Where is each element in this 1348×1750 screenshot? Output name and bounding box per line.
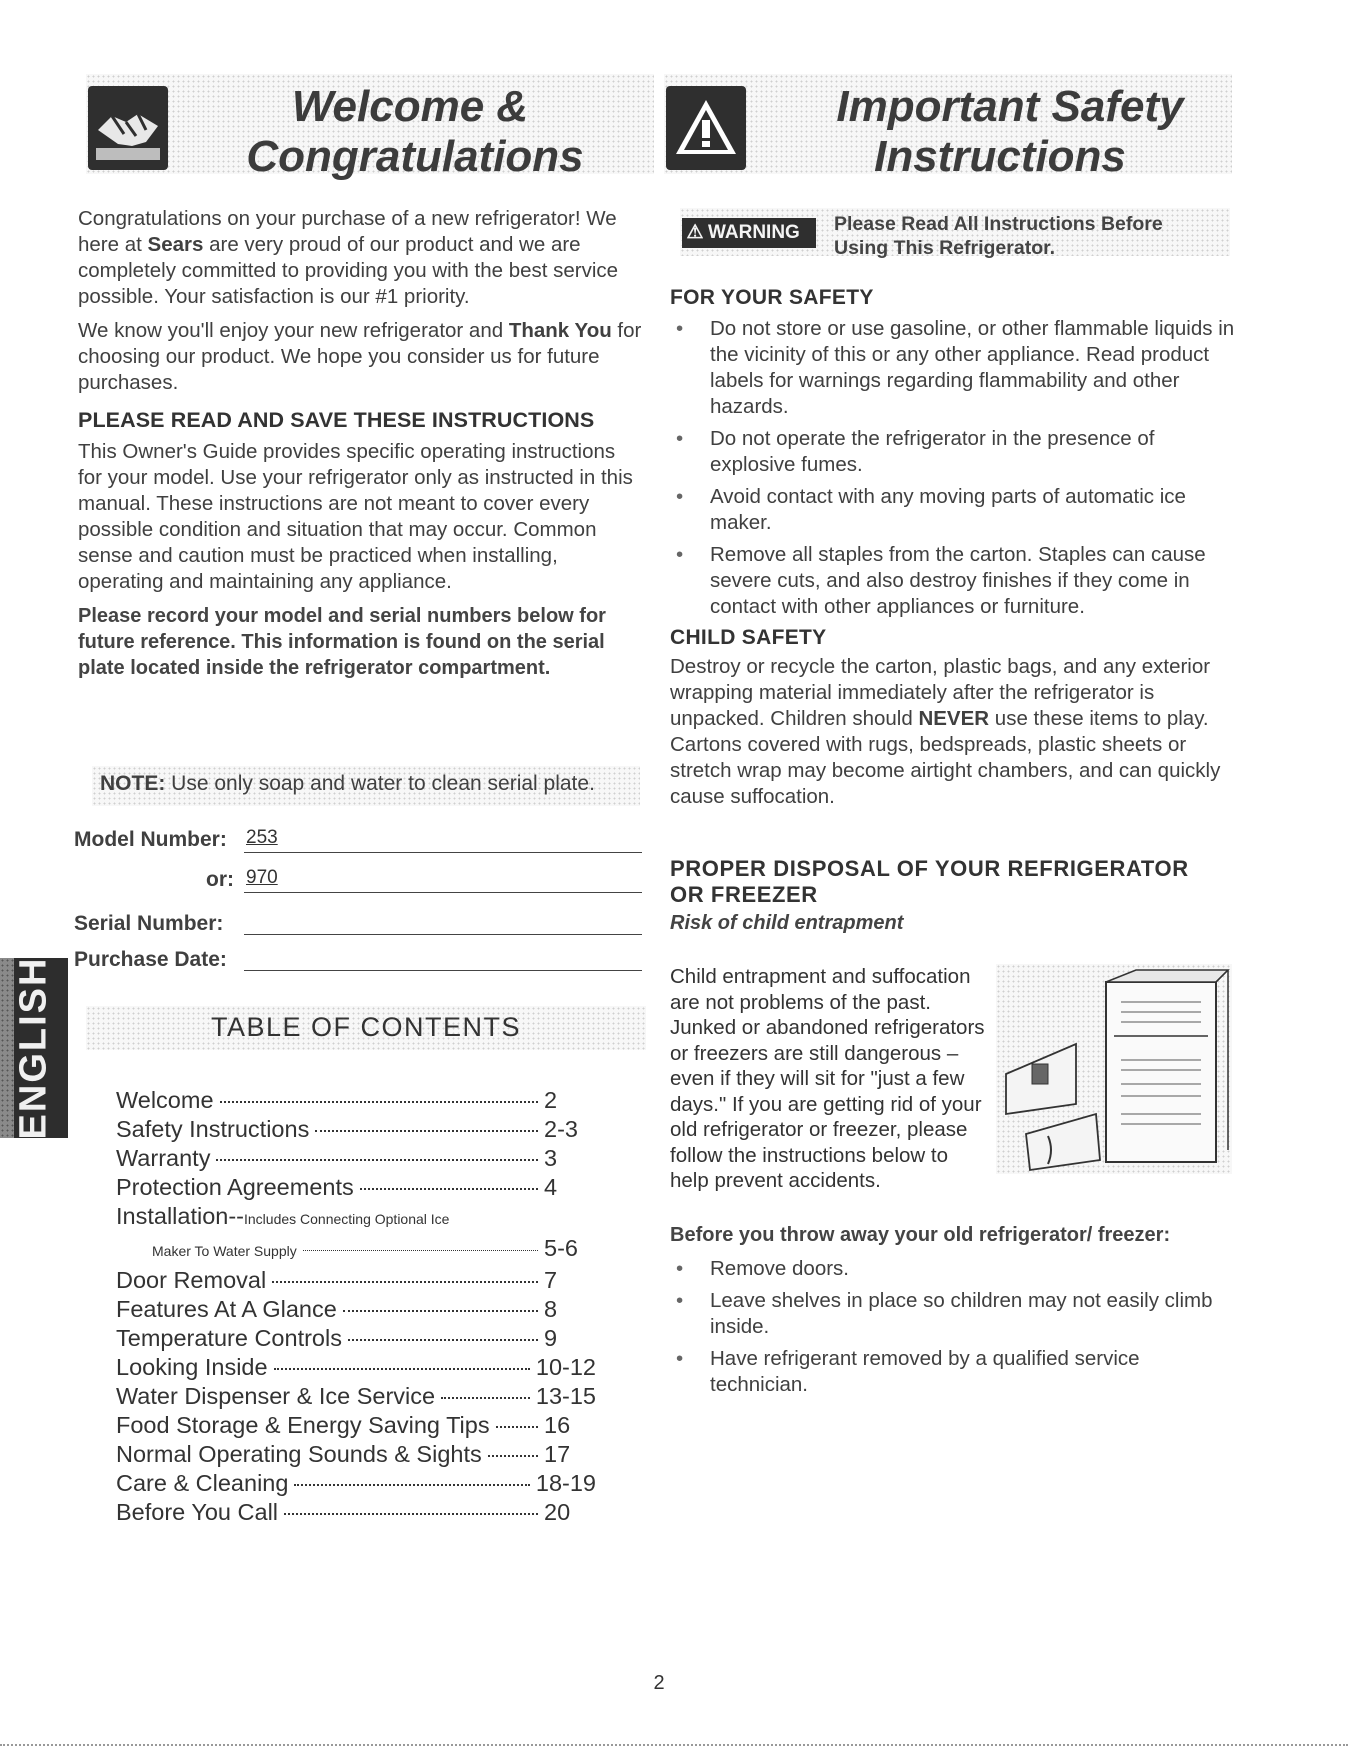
toc-page: 20 xyxy=(544,1499,571,1525)
toc-label: Safety Instructions xyxy=(116,1116,310,1142)
toc-leader xyxy=(274,1368,530,1370)
english-side-tab xyxy=(0,958,68,1138)
disposal-section xyxy=(670,856,1240,935)
toc-page: 9 xyxy=(544,1325,558,1351)
disposal-heading-line1: PROPER DISPOSAL OF YOUR REFRIGERATOR xyxy=(670,856,1189,881)
toc-label: Warranty xyxy=(116,1145,211,1171)
toc-item-food-storage[interactable] xyxy=(116,1411,596,1440)
child-safety-paragraph xyxy=(670,654,1240,810)
toc-page: 17 xyxy=(544,1441,571,1467)
handshake-icon xyxy=(88,86,168,170)
or-model-line xyxy=(244,892,642,893)
welcome-title-second xyxy=(220,132,610,182)
toc-page: 4 xyxy=(544,1174,558,1200)
safety-item: • Remove all staples from the carton. Staples can cause severe cuts, and also destroy finishes if they come in contact with other appliances or furniture. xyxy=(670,542,1240,620)
or-label: or: xyxy=(206,868,234,891)
toc-item-before-you-call[interactable] xyxy=(116,1498,596,1527)
toc-label: Food Storage & Energy Saving Tips xyxy=(116,1412,490,1438)
toc-page: 8 xyxy=(544,1296,558,1322)
warning-badge-icon: ⚠ xyxy=(686,222,704,243)
welcome-p1-text-a: Congratulations on your purchase of a new refrigerator! We here at xyxy=(78,207,617,256)
warning-badge-text: WARNING xyxy=(708,222,800,243)
toc-leader xyxy=(343,1310,538,1312)
toc-label: Looking Inside xyxy=(116,1354,268,1380)
toc-page: 5-6 xyxy=(544,1235,578,1261)
throw-item: • Remove doors. xyxy=(670,1256,1240,1282)
note-label: NOTE: xyxy=(100,772,166,795)
toc-leader xyxy=(496,1426,538,1428)
safety-title-line2: Instructions xyxy=(874,132,1126,181)
safety-title-second xyxy=(810,132,1190,182)
welcome-section xyxy=(78,206,644,681)
for-your-safety-heading: FOR YOUR SAFETY xyxy=(670,286,874,309)
model-number-label: Model Number: xyxy=(74,828,227,851)
toc-page: 16 xyxy=(544,1412,571,1438)
toc-label-small: Includes Connecting Optional Ice xyxy=(244,1211,450,1227)
toc-label: Normal Operating Sounds & Sights xyxy=(116,1441,482,1467)
toc-leader xyxy=(294,1484,529,1486)
warning-text-line2: Using This Refrigerator. xyxy=(834,237,1056,259)
or-model-value[interactable]: 970 xyxy=(246,867,278,888)
welcome-p2-text-a: We know you'll enjoy your new refrigerator and xyxy=(78,319,509,342)
toc-label: Features At A Glance xyxy=(116,1296,337,1322)
toc-leader xyxy=(220,1101,538,1103)
purchase-date-label: Purchase Date: xyxy=(74,948,227,971)
toc-label: Protection Agreements xyxy=(116,1174,354,1200)
welcome-p2-text-b: for choosing our product. We hope you consider us for future purchases. xyxy=(78,319,642,394)
toc-page: 13-15 xyxy=(535,1383,596,1409)
toc-item-water-dispenser[interactable] xyxy=(116,1382,596,1411)
throw-away-list xyxy=(670,1256,1240,1398)
toc-label: Door Removal xyxy=(116,1267,267,1293)
safety-item: • Do not store or use gasoline, or other flammable liquids in the vicinity of this or any other appliance. Read product labels for warnings regarding flammability and other hazards. xyxy=(670,316,1240,420)
model-number-value[interactable]: 253 xyxy=(246,827,278,848)
before-throw-heading: Before you throw away your old refrigerator/ freezer: xyxy=(670,1224,1171,1246)
before-throw-section xyxy=(670,1222,1240,1404)
toc-leader xyxy=(488,1455,538,1457)
toc-page: 7 xyxy=(544,1267,558,1293)
toc-title: TABLE OF CONTENTS xyxy=(210,1012,522,1042)
toc-page: 10-12 xyxy=(535,1354,596,1380)
risk-subheading: Risk of child entrapment xyxy=(670,912,904,934)
toc-leader xyxy=(272,1281,538,1283)
warning-badge xyxy=(682,218,816,248)
toc-leader xyxy=(360,1188,538,1190)
welcome-title-line2-text: Congratulations xyxy=(246,132,584,181)
purchase-date-line[interactable] xyxy=(244,970,642,971)
toc-item-welcome[interactable] xyxy=(116,1086,596,1115)
toc-label: Temperature Controls xyxy=(116,1325,342,1351)
toc-page: 3 xyxy=(544,1145,558,1171)
toc-leader xyxy=(441,1397,530,1399)
toc-item-care[interactable] xyxy=(116,1469,596,1498)
serial-number-line[interactable] xyxy=(244,934,642,935)
safety-list xyxy=(670,316,1240,620)
record-numbers-note: Please record your model and serial numbers below for future reference. This information is found on the serial plate located inside the refrigerator compartment. xyxy=(78,605,606,679)
toc-item-ice-maker[interactable] xyxy=(116,1234,596,1266)
warning-text xyxy=(834,212,1163,260)
toc-page: 18-19 xyxy=(535,1470,596,1496)
safety-item: • Avoid contact with any moving parts of automatic ice maker. xyxy=(670,484,1240,536)
toc-leader xyxy=(284,1513,538,1515)
disposal-heading xyxy=(670,856,1240,908)
serial-number-label: Serial Number: xyxy=(74,912,224,935)
toc-label: Maker To Water Supply xyxy=(152,1243,297,1259)
toc-item-door-removal[interactable] xyxy=(116,1266,596,1295)
safety-section xyxy=(670,286,1240,810)
thank-you-text: Thank You xyxy=(508,319,612,342)
welcome-title xyxy=(200,82,620,132)
welcome-paragraph-1 xyxy=(78,206,644,310)
safety-title-line1: Important Safety xyxy=(836,82,1184,131)
warning-text-line1: Please Read All Instructions Before xyxy=(834,213,1163,235)
toc-label: Before You Call xyxy=(116,1499,279,1525)
toc-label: Welcome xyxy=(116,1087,214,1113)
child-safety-heading: CHILD SAFETY xyxy=(670,626,827,649)
toc-item-sounds[interactable] xyxy=(116,1440,596,1469)
toc-item-protection[interactable] xyxy=(116,1173,596,1202)
toc-item-warranty[interactable] xyxy=(116,1144,596,1173)
side-tab-label: ENGLISH xyxy=(12,956,55,1140)
toc-leader xyxy=(216,1159,538,1161)
child-text-b: use these items to play. Cartons covered with rugs, bedspreads, plastic sheets or stretch wrap may become airtight chambers, and can quickly cause suffocation. xyxy=(670,707,1221,808)
toc-leader xyxy=(348,1339,538,1341)
owners-guide-paragraph: This Owner's Guide provides specific operating instructions for your model. Use your refrigerator only as instructed in this manual. These instructions are not meant to cover every possible condition and situation that may occur. Common sense and caution must be practiced when installing, operating and maintaining any appliance. xyxy=(78,440,633,593)
toc-label: Water Dispenser & Ice Service xyxy=(116,1383,436,1409)
safety-item: • Do not operate the refrigerator in the presence of explosive fumes. xyxy=(670,426,1240,478)
toc-item-installation[interactable] xyxy=(116,1202,596,1234)
toc-item-temperature[interactable] xyxy=(116,1324,596,1353)
toc-list xyxy=(116,1086,596,1527)
toc-page: 2 xyxy=(544,1087,558,1113)
toc-leader xyxy=(315,1130,538,1132)
toc-label: Installation-- xyxy=(116,1203,244,1229)
toc-item-looking-inside[interactable] xyxy=(116,1353,596,1382)
child-text-a: Destroy or recycle the carton, plastic bags, and any exterior wrapping material immediately after the refrigerator is unpacked. Children should xyxy=(670,655,1211,730)
disposal-heading-line2: OR FREEZER xyxy=(670,882,818,907)
warning-triangle-icon xyxy=(666,86,746,170)
welcome-title-line1: Welcome & xyxy=(291,82,529,131)
toc-page: 2-3 xyxy=(544,1116,578,1142)
toc-leader xyxy=(303,1250,538,1251)
throw-item: • Have refrigerant removed by a qualified service technician. xyxy=(670,1346,1240,1398)
note-text: Use only soap and water to clean serial plate. xyxy=(165,772,595,795)
serial-note xyxy=(100,772,595,796)
welcome-p1-text-b: are very proud of our product and we are completely committed to providing you with the best service possible. Your satisfaction is our #1 priority. xyxy=(78,233,619,308)
open-refrigerator-image xyxy=(996,964,1232,1174)
never-text: NEVER xyxy=(918,707,990,730)
brand-name: Sears xyxy=(147,233,204,256)
disposal-text: Child entrapment and suffocation are not problems of the past. Junked or abandoned refrigerators or freezers are still dangerous – even if they will sit for "just a few days." If you are getting rid of your old refrigerator or freezer, please follow the instructions below to help prevent accidents. xyxy=(670,965,985,1192)
welcome-paragraph-2 xyxy=(78,318,644,396)
throw-item: • Leave shelves in place so children may not easily climb inside. xyxy=(670,1288,1240,1340)
toc-item-features[interactable] xyxy=(116,1295,596,1324)
bottom-border xyxy=(0,1744,1348,1746)
safety-title xyxy=(800,82,1220,132)
toc-item-safety[interactable] xyxy=(116,1115,596,1144)
toc-label: Care & Cleaning xyxy=(116,1470,289,1496)
page-number: 2 xyxy=(653,1672,665,1694)
save-instructions-heading: PLEASE READ AND SAVE THESE INSTRUCTIONS xyxy=(78,408,595,432)
model-number-line xyxy=(244,852,642,853)
